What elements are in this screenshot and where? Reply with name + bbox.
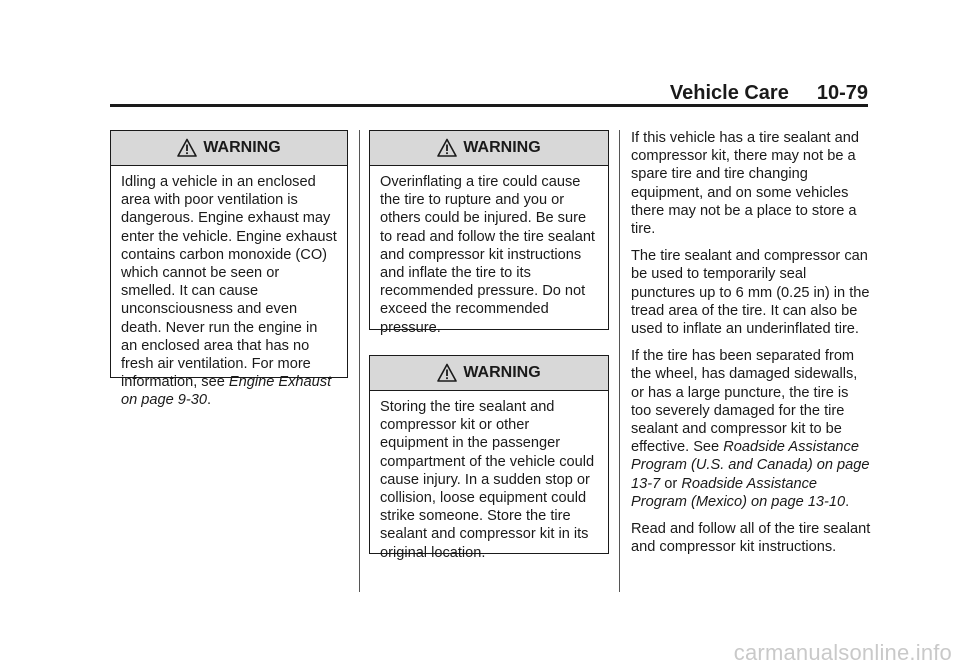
- warning-triangle-icon: [437, 363, 457, 383]
- cross-reference-link[interactable]: Engine Exhaust on page 9-30: [121, 374, 332, 409]
- paragraph-damage: If the tire has been separated from the wheel, has damaged sidewalls, or has a large puncture, the tire is too severely damaged for the tire sealant and compressor kit to be effective. See Roadside Assistance Program (U.S. and Canada) on page 13-7 or Roadside Assistance Program (Mexico) on page 13-10.: [631, 348, 870, 510]
- warning-header: [370, 356, 608, 391]
- warning-label: WARNING: [463, 364, 541, 381]
- warning-text: Idling a vehicle in an enclosed area with poor ventilation is dangerous. Engine exhaust may enter the vehicle. Engine exhaust contains carbon monoxide (CO) which cannot be seen or smelled. It can cause unconsciousness and even death. Never run the engine in an enclosed area that has no fresh air ventilation. For more information, see Engine Exhaust on page 9-30.: [121, 174, 337, 409]
- section-title: Vehicle Care: [669, 82, 789, 104]
- page-number: 10-79: [816, 82, 868, 104]
- paragraph-sealant-kit: If this vehicle has a tire sealant and compressor kit, there may not be a spare tire and tire changing equipment, and on some vehicles there may not be a place to store a tire.: [631, 130, 859, 238]
- column-divider-2: [619, 130, 620, 592]
- header-rule: [110, 104, 868, 107]
- paragraph-sealant-use: The tire sealant and compressor can be used to temporarily seal punctures up to 6 mm (0.25 in) in the tread area of the tire. It can also be used to inflate an underinflated tire.: [631, 248, 870, 338]
- warning-triangle-icon: [177, 138, 197, 158]
- warning-header: [111, 131, 347, 166]
- watermark: carmanualsonline.info: [733, 640, 952, 665]
- warning-box-exhaust: [110, 130, 348, 409]
- warning-box-overinflate: [369, 130, 609, 336]
- cross-reference-link[interactable]: Roadside Assistance Program (U.S. and Canada) on page 13-7: [631, 439, 870, 492]
- warning-label: WARNING: [203, 139, 281, 156]
- page-header: [110, 82, 868, 104]
- warning-triangle-icon: [437, 138, 457, 158]
- warning-text: Overinflating a tire could cause the tire to rupture and you or others could be injured. Be sure to read and follow the tire sealant and compressor kit instructions and inflate the tire to its recommended pressure. Do not exceed the recommended pressure.: [380, 174, 595, 336]
- body-text-column: [631, 129, 871, 565]
- paragraph-instructions: Read and follow all of the tire sealant and compressor kit instructions.: [631, 521, 871, 556]
- warning-label: WARNING: [463, 139, 541, 156]
- warning-box-storage: [369, 355, 609, 561]
- warning-text: Storing the tire sealant and compressor kit or other equipment in the passenger compartment of the vehicle could cause injury. In a sudden stop or collision, loose equipment could strike someone. Store the tire sealant and compressor kit in its original location.: [380, 399, 595, 561]
- warning-header: [370, 131, 608, 166]
- column-divider-1: [359, 130, 360, 592]
- cross-reference-link[interactable]: Roadside Assistance Program (Mexico) on page 13-10: [631, 475, 846, 510]
